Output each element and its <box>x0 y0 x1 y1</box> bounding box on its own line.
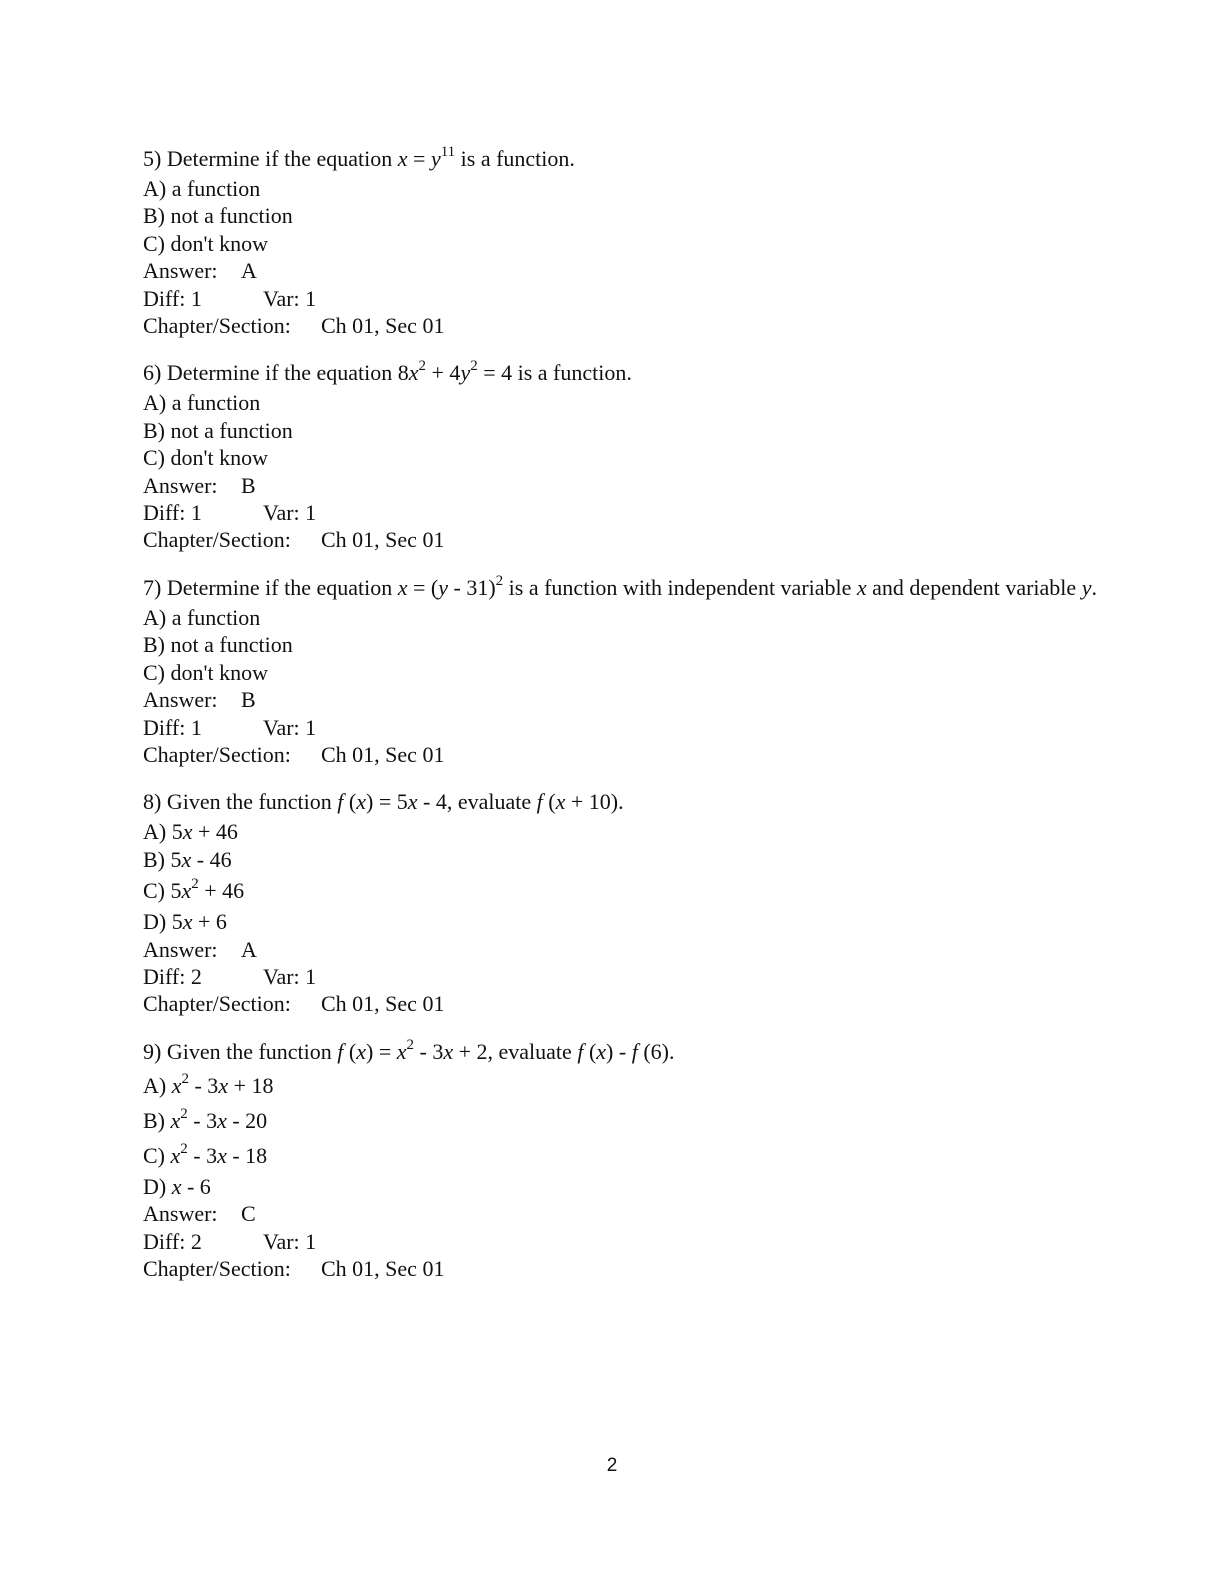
answer-line <box>143 936 1103 963</box>
answer-option: A) a function <box>143 176 261 201</box>
answer-option: B) $x^2 - 3x - 20$ <box>143 1105 268 1133</box>
question-stem <box>143 357 1103 389</box>
answer-option: D) x - 6 <box>143 1173 211 1199</box>
var-value: 1 <box>305 714 317 740</box>
page-number: 2 <box>606 1455 618 1476</box>
question-stem <box>143 786 1103 818</box>
answer-option: C) don't know <box>143 230 268 256</box>
chapter-section-label: Chapter/Section: <box>143 1255 291 1281</box>
chapter-section-line <box>143 741 1103 768</box>
answer-value: C <box>241 1201 256 1227</box>
question-stem <box>143 1036 1103 1068</box>
answer-option: B) not a function <box>143 632 293 658</box>
answer-line <box>143 472 1103 499</box>
var-value: 1 <box>305 963 317 989</box>
chapter-section-line <box>143 990 1103 1017</box>
answer-option: C) don't know <box>143 445 268 471</box>
difficulty-line <box>143 714 1103 741</box>
chapter-section-label: Chapter/Section: <box>143 991 291 1017</box>
answer-line <box>143 1200 1103 1227</box>
answer-value: B <box>241 687 256 713</box>
diff-value: 2 <box>190 963 202 989</box>
answer-option: A) 5x + 46 <box>143 819 238 845</box>
question-stem <box>143 572 1103 604</box>
var-label: Var: <box>263 714 300 740</box>
answer-value: A <box>241 936 257 962</box>
diff-value: 1 <box>190 714 202 740</box>
difficulty-line <box>143 285 1103 312</box>
var-label: Var: <box>263 1228 300 1254</box>
diff-label: Diff: <box>143 285 186 311</box>
answer-option: C) $x^2 - 3x - 18$ <box>143 1140 268 1168</box>
difficulty-line <box>143 963 1103 990</box>
question-block <box>143 786 1103 1017</box>
chapter-section-label: Chapter/Section: <box>143 527 291 553</box>
diff-label: Diff: <box>143 963 186 989</box>
chapter-section-value: Ch 01, Sec 01 <box>321 1255 445 1281</box>
question-block <box>143 357 1103 553</box>
diff-label: Diff: <box>143 714 186 740</box>
answer-option: A) a function <box>143 604 261 630</box>
diff-value: 1 <box>190 285 202 311</box>
answer-value: B <box>241 472 256 498</box>
question-block <box>143 1036 1103 1283</box>
answer-value: A <box>241 258 257 284</box>
chapter-section-label: Chapter/Section: <box>143 313 291 339</box>
question-text: Determine if the equation x = (y - 31)$^2$ is a function with independent variable x and dependent variable y. <box>161 572 1097 600</box>
var-label: Var: <box>263 963 300 989</box>
diff-label: Diff: <box>143 1228 186 1254</box>
var-value: 1 <box>305 285 317 311</box>
question-text: Given the function f (x) = 5x - 4, evaluate f (x + 10). <box>161 789 624 815</box>
chapter-section-line <box>143 1255 1103 1282</box>
question-block <box>143 143 1103 339</box>
answer-option: C) don't know <box>143 659 268 685</box>
var-value: 1 <box>305 500 317 526</box>
chapter-section-label: Chapter/Section: <box>143 741 291 767</box>
chapter-section-value: Ch 01, Sec 01 <box>321 313 445 339</box>
answer-label: Answer: <box>143 472 218 498</box>
document-page <box>143 143 1103 1300</box>
question-number: 7) <box>143 574 162 600</box>
answer-option: A) a function <box>143 390 261 416</box>
difficulty-line <box>143 499 1103 526</box>
answer-label: Answer: <box>143 687 218 713</box>
var-label: Var: <box>263 285 300 311</box>
question-text: Determine if the equation $8x^2 + 4y^2 = 4$ is a function. <box>161 358 632 386</box>
var-label: Var: <box>263 500 300 526</box>
question-stem <box>143 143 1103 175</box>
chapter-section-value: Ch 01, Sec 01 <box>321 527 445 553</box>
answer-line <box>143 686 1103 713</box>
answer-label: Answer: <box>143 258 218 284</box>
diff-value: 1 <box>190 500 202 526</box>
question-number: 6) <box>143 360 162 386</box>
question-number: 5) <box>143 146 162 171</box>
question-block <box>143 572 1103 768</box>
answer-option: D) 5x + 6 <box>143 909 227 935</box>
answer-line <box>143 257 1103 284</box>
chapter-section-line <box>143 526 1103 553</box>
question-text: Given the function f $(x) = x^2 - 3x + 2$, evaluate f (x) - f (6). <box>161 1036 675 1064</box>
answer-option: B) not a function <box>143 417 293 443</box>
answer-option: B) 5x - 46 <box>143 846 232 872</box>
answer-option: B) not a function <box>143 203 293 229</box>
answer-label: Answer: <box>143 936 218 962</box>
question-number: 9) <box>143 1038 162 1064</box>
answer-option: C) $5x^2 + 46$ <box>143 876 245 904</box>
answer-option: A) $x^2 - 3x + 18$ <box>143 1070 274 1098</box>
difficulty-line <box>143 1228 1103 1255</box>
diff-label: Diff: <box>143 500 186 526</box>
chapter-section-value: Ch 01, Sec 01 <box>321 741 445 767</box>
question-text: Determine if the equation $x = y^{11}$ is a function. <box>161 144 575 171</box>
diff-value: 2 <box>190 1228 202 1254</box>
chapter-section-line <box>143 312 1103 339</box>
answer-label: Answer: <box>143 1201 218 1227</box>
chapter-section-value: Ch 01, Sec 01 <box>321 991 445 1017</box>
var-value: 1 <box>305 1228 317 1254</box>
question-number: 8) <box>143 789 162 815</box>
